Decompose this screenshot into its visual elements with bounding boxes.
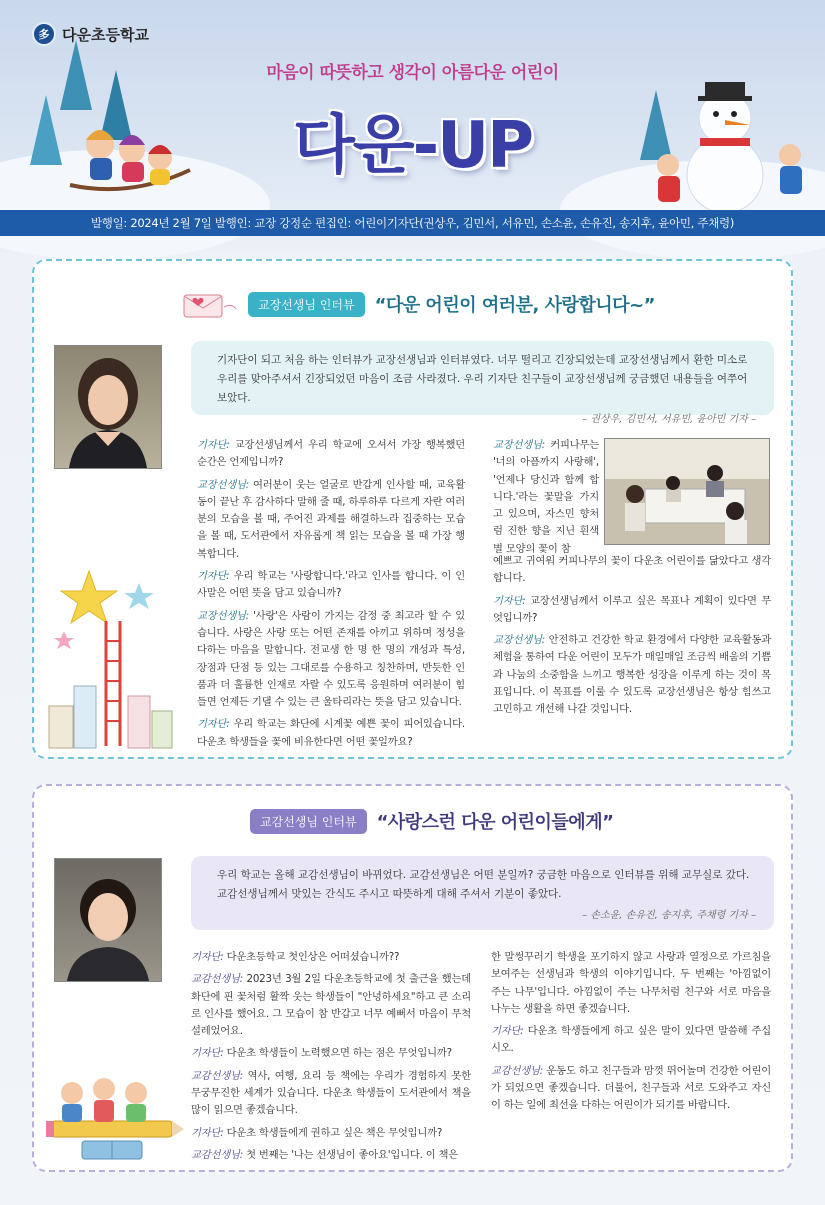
qa-speaker: 교감선생님: (191, 1069, 244, 1082)
publication-info: 발행일: 2024년 2월 7일 발행인: 교장 강정순 편집인: 어린이기자단(권상우, 김민서, 서유민, 손소윤, 손유진, 송지후, 윤아민, 주채령) (90, 216, 735, 230)
qa-speaker: 기자단: (197, 570, 230, 583)
qa-text: 우리 학교는 '사랑합니다.'라고 인사를 합니다. 이 인사말은 어떤 뜻을 담고 있습니까? (197, 570, 466, 600)
qa-speaker: 기자단: (491, 1025, 524, 1038)
qa-paragraph (493, 553, 771, 588)
qa-paragraph (191, 949, 471, 966)
qa-text: 교장선생님께서 우리 학교에 오셔서 가장 행복했던 순간은 언제입니까? (197, 439, 466, 469)
qa-paragraph (191, 1068, 471, 1120)
qa-text: 다운초 학생들이 노력했으면 하는 점은 무엇입니까? (226, 1047, 452, 1060)
interview-scene-photo (604, 438, 770, 545)
qa-speaker: 교감선생님: (491, 1064, 544, 1077)
principal-right-top-text (493, 437, 599, 558)
qa-paragraph (491, 1023, 771, 1058)
principal-intro-box (191, 341, 774, 425)
qa-paragraph (491, 949, 771, 1018)
school-name (32, 22, 149, 46)
principal-intro-byline: – 권상우, 김민서, 서유민, 윤아민 기자 – (582, 414, 756, 425)
principal-left-column (197, 437, 465, 756)
love-letter-icon (174, 289, 238, 319)
qa-paragraph (197, 437, 465, 472)
qa-text: 여러분이 웃는 얼굴로 반갑게 인사할 때, 교육활동이 끝난 후 감사하다 말해 줄 때, 하루하루 다르게 자란 여러분의 모습을 볼 때, 주어진 과제를 해결하느라 집중하는 모습을 볼 때, 도서관에서 자유롭게 책 읽는 모습을 볼 때 가장 행복합니다. (197, 478, 466, 560)
principal-interview-section (32, 259, 793, 759)
school-name-text: 다운초등학교 (62, 25, 149, 44)
qa-paragraph (197, 608, 465, 712)
qa-text: 교장선생님께서 이루고 싶은 목표나 계획이 있다면 무엇입니까? (493, 594, 771, 624)
qa-paragraph (191, 1147, 471, 1164)
qa-paragraph (491, 1063, 771, 1115)
principal-heading (174, 289, 655, 319)
qa-speaker: 기자단: (191, 1126, 224, 1139)
qa-speaker: 교감선생님: (191, 973, 244, 986)
qa-text: '사랑'은 사람이 가지는 감정 중 최고라 할 수 있습니다. 사랑은 사랑 또는 어떤 존재를 아끼고 위하며 정성을 다하는 마음을 말합니다. 전교생 한 명 한 명의 개성과 특성, 장점과 단점 등 있는 그대로를 수용하고 칭찬하며, 반듯한 인품과 더 훌륭한 인재로 자랄 수 있도록 응원하며 여러분이 힘들면 언제든 기댈 수 있는 큰 울타리라는 뜻을 담고 있습니다. (197, 609, 465, 709)
vice-principal-interview-tag: 교감선생님 인터뷰 (250, 809, 367, 834)
vice-principal-intro-byline: – 손소윤, 손유진, 송지후, 주채령 기자 – (582, 910, 756, 921)
qa-paragraph (191, 1125, 471, 1142)
qa-speaker: 교장선생님: (493, 439, 546, 451)
qa-paragraph (197, 477, 465, 563)
principal-headline: “다운 어린이 여러분, 사랑합니다~” (374, 295, 655, 316)
qa-speaker: 기자단: (191, 951, 224, 963)
vice-principal-headline: “사랑스런 다운 어린이들에게” (376, 812, 614, 833)
vice-principal-photo (54, 858, 162, 982)
qa-speaker: 기자단: (191, 1047, 224, 1060)
qa-paragraph (493, 593, 771, 628)
qa-paragraph (191, 971, 471, 1040)
principal-photo (54, 345, 162, 469)
masthead-title: 다운-UP (292, 109, 533, 183)
qa-text: 한 말썽꾸러기 학생을 포기하지 않고 사랑과 열정으로 가르침을 보여주는 선생님과 학생의 이야기입니다. 두 번째는 '아낌없이 주는 나무'입니다. 아낌없이 주는 나무처럼 친구와 서로 마음을 나누는 생활을 하면 좋겠습니다. (491, 951, 771, 1015)
qa-text: 운동도 하고 친구들과 맘껏 뛰어놀며 건강한 어린이가 되었으면 좋겠습니다. 더불어, 친구들과 서로 도와주고 자신이 하는 일에 최선을 다하는 어린이가 되기를 바랍니다. (491, 1064, 771, 1112)
qa-text: 예쁘고 귀여워 커피나무의 꽃이 다운초 어린이를 닮았다고 생각합니다. (493, 555, 771, 585)
qa-text: 2023년 3월 2일 다운초등학교에 첫 출근을 했는데 화단에 핀 꽃처럼 활짝 웃는 학생들이 "안녕하세요"하고 큰 소리로 인사를 했어요. 그 모습이 참 반갑고 너무 예뻐서 마음이 무척 설레었어요. (191, 973, 471, 1038)
vice-principal-right-column (491, 949, 771, 1120)
principal-intro-text: 기자단이 되고 처음 하는 인터뷰가 교장선생님과 인터뷰였다. 너무 떨리고 긴장되었는데 교장선생님께서 환한 미소로 우리를 맞아주셔서 긴장되었던 마음이 조금 사라졌다. 우리 기자단 친구들이 교장선생님께 궁금했던 내용들을 여쭈어보았다. (217, 354, 748, 404)
qa-paragraph (197, 568, 465, 603)
qa-text: 커피나무는 '너의 아픔까지 사랑해', '언제나 당신과 함께 합니다.'라는 꽃말을 가지고 있으며, 자스민 향처럼 진한 향을 지닌 흰색 별 모양의 꽃이 참 (493, 439, 599, 555)
publication-info-bar (0, 210, 825, 236)
qa-text: 역사, 여행, 요리 등 책에는 우리가 경험하지 못한 무궁무진한 세계가 있습니다. 다운초 학생들이 도서관에서 책을 많이 읽으면 좋겠습니다. (191, 1069, 471, 1117)
qa-text: 우리 학교는 화단에 시계꽃 예쁜 꽃이 피어있습니다. 다운초 학생들을 꽃에 비유한다면 어떤 꽃일까요? (197, 718, 465, 748)
qa-speaker: 교감선생님: (191, 1148, 244, 1161)
qa-text: 첫 번째는 '나는 선생님이 좋아요'입니다. 이 책은 (246, 1148, 459, 1161)
qa-speaker: 교장선생님: (197, 609, 250, 622)
principal-interview-tag: 교장선생님 인터뷰 (248, 292, 365, 317)
qa-paragraph (191, 1045, 471, 1062)
qa-paragraph (493, 632, 771, 718)
qa-text: 다운초등학교 첫인상은 어떠셨습니까?? (226, 951, 400, 963)
qa-paragraph (197, 716, 465, 751)
qa-text: 다운초 학생들에게 권하고 싶은 책은 무엇입니까? (226, 1126, 443, 1139)
qa-speaker: 교장선생님: (493, 634, 546, 647)
vice-principal-intro-text: 우리 학교는 올해 교감선생님이 바뀌었다. 교감선생님은 어떤 분일까? 궁금한 마음으로 인터뷰를 위해 교무실로 갔다. 교감선생님께서 맛있는 간식도 주시고 따뜻하게 대해 주셔서 기분이 좋았다. (217, 869, 750, 900)
vice-principal-left-column (191, 949, 471, 1169)
vice-principal-interview-section (32, 784, 793, 1172)
kids-on-pencil-illustration (42, 1051, 184, 1166)
principal-right-column (493, 553, 771, 724)
school-logo-icon: 多 (32, 22, 56, 46)
star-ladder-illustration (44, 561, 179, 751)
slogan: 마음이 따뜻하고 생각이 아름다운 어린이 (266, 63, 559, 83)
qa-speaker: 교장선생님: (197, 478, 250, 491)
vice-principal-heading (250, 808, 613, 834)
qa-speaker: 기자단: (197, 718, 230, 731)
qa-speaker: 기자단: (493, 594, 526, 607)
qa-text: 다운초 학생들에게 하고 싶은 말이 있다면 말씀해 주십시오. (491, 1025, 771, 1055)
vice-principal-intro-box (191, 856, 774, 930)
qa-text: 안전하고 건강한 학교 환경에서 다양한 교육활동과 체험을 통하여 다운 어린이 모두가 매일매일 조금씩 배움의 기쁨과 나눔의 소중함을 느끼고 행복한 성장을 이루게 하는 것이 목표입니다. 이 목표를 이룰 수 있도록 교장선생님은 항상 힘쓰고 고민하고 개선해 나갈 것입니다. (493, 634, 772, 716)
qa-speaker: 기자단: (197, 439, 230, 451)
